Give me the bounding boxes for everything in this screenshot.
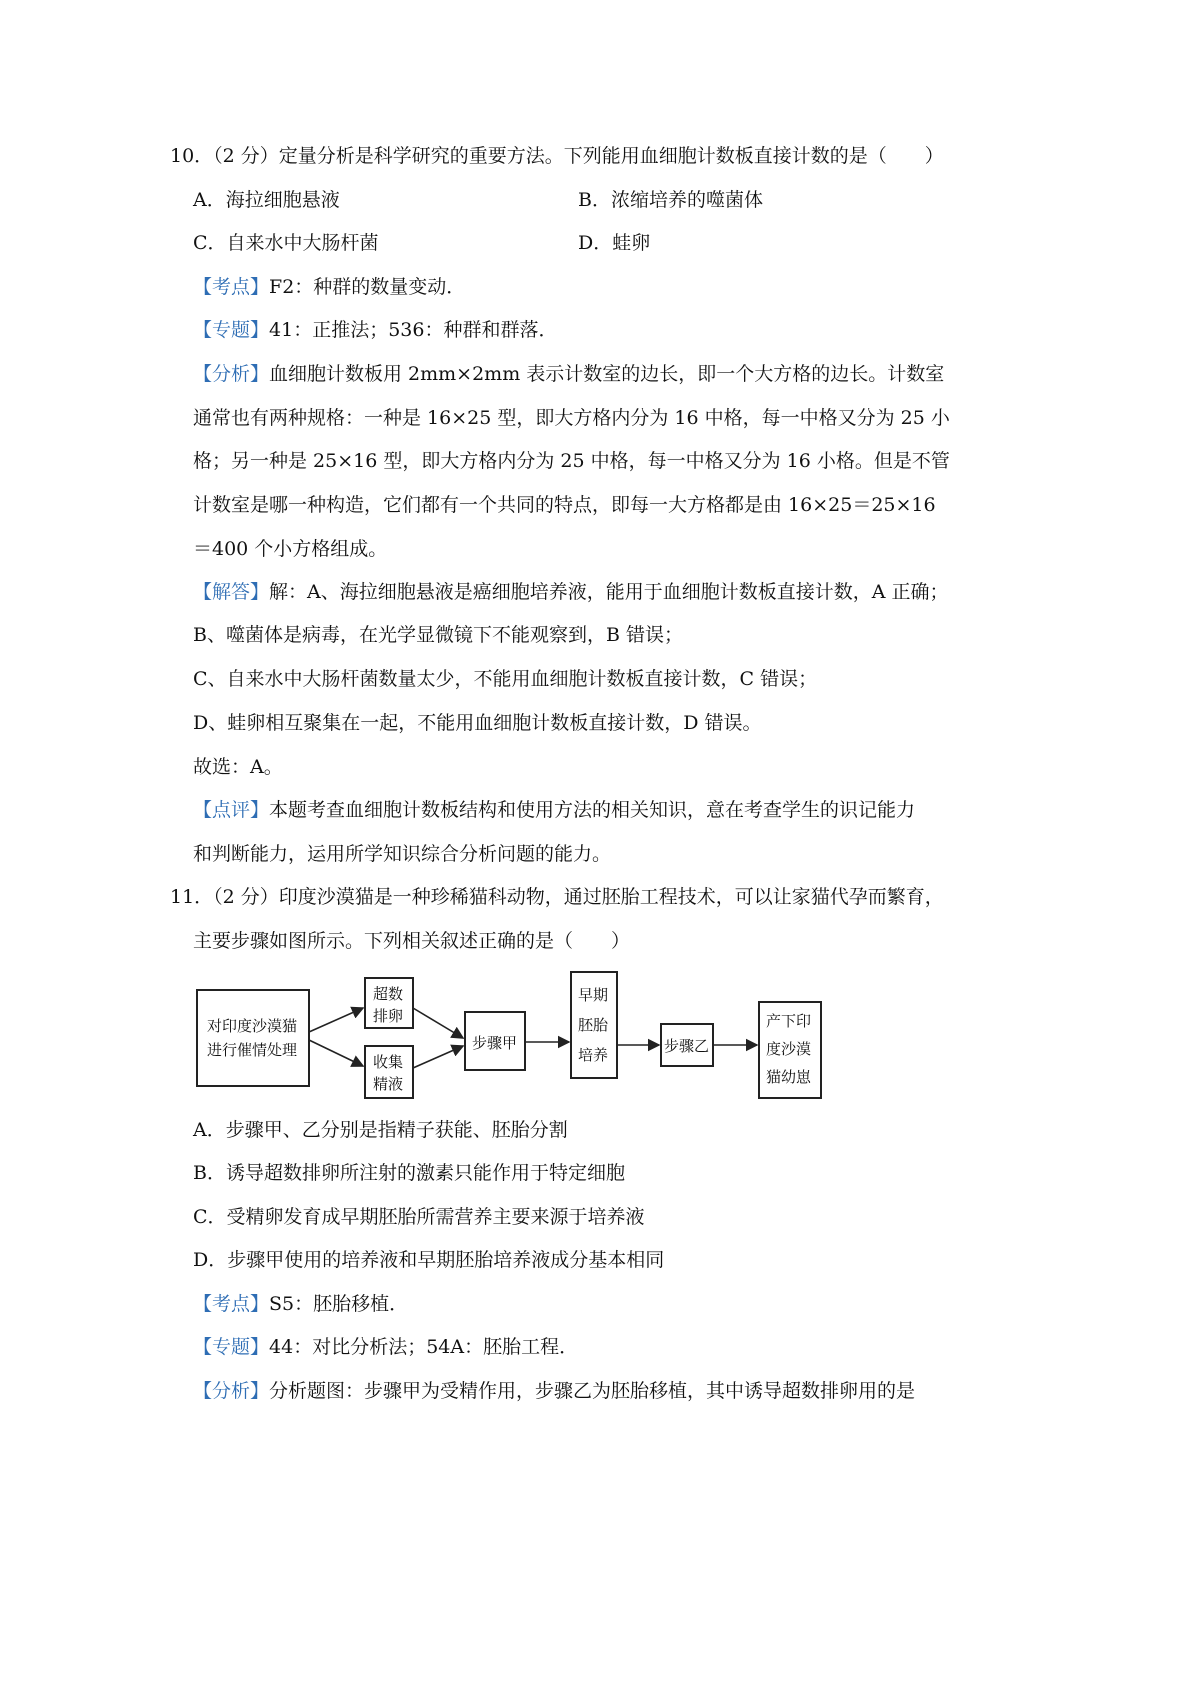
fenxi-line-1: 分析题图：步骤甲为受精作用，步骤乙为胚胎移植，其中诱导超数排卵用的是: [269, 1380, 916, 1402]
box4-text: 步骤甲: [472, 1034, 518, 1052]
q10-dianping: [193, 797, 915, 823]
jieda-tag: 【解答】: [193, 581, 270, 603]
box1-line-2: 进行催情处理: [207, 1041, 298, 1059]
fenxi-tag: 【分析】: [193, 1380, 270, 1402]
arrow-collect-to-jia: [413, 1046, 463, 1068]
q10-dianping-line-2: 和判断能力，运用所学知识综合分析问题的能力。: [193, 843, 612, 865]
q10-fenxi-line-2: 通常也有两种规格：一种是 16×25 型，即大方格内分为 16 中格，每一中格又分为 25 小: [193, 407, 950, 429]
q10-stem: 10．（2 分）定量分析是科学研究的重要方法。下列能用血细胞计数板直接计数的是（ ）: [170, 145, 944, 167]
fenxi-line-1: 血细胞计数板用 2mm×2mm 表示计数室的边长，即一个大方格的边长。计数室: [269, 363, 945, 385]
box5-line-2: 胚胎: [578, 1016, 609, 1034]
q10-jieda-line-2: B、噬菌体是病毒，在光学显微镜下不能观察到，B 错误；: [193, 624, 683, 646]
zhuanti-text: 44：对比分析法；54A：胚胎工程．: [269, 1336, 579, 1358]
box5-line-3: 培养: [578, 1046, 609, 1064]
kaodian-text: F2：种群的数量变动．: [269, 276, 466, 298]
q10-option-b: B．浓缩培养的噬菌体: [578, 189, 763, 211]
q10-option-d: D．蛙卵: [578, 232, 651, 254]
kaodian-tag: 【考点】: [193, 276, 270, 298]
kaodian-text: S5：胚胎移植．: [269, 1293, 409, 1315]
q10-jieda-line-3: C、自来水中大肠杆菌数量太少，不能用血细胞计数板直接计数，C 错误；: [193, 668, 818, 690]
q10-option-a: A．海拉细胞悬液: [193, 189, 340, 211]
box2-line-2: 排卵: [373, 1007, 404, 1025]
q10-zhuanti: [193, 317, 557, 343]
q11-stem-line-1: 11．（2 分）印度沙漠猫是一种珍稀猫科动物，通过胚胎工程技术，可以让家猫代孕而繁育，: [170, 886, 944, 908]
box3-line-1: 收集: [373, 1053, 404, 1071]
jieda-line-1: 解：A、海拉细胞悬液是癌细胞培养液，能用于血细胞计数板直接计数，A 正确；: [269, 581, 949, 603]
q11-option-d: D．步骤甲使用的培养液和早期胚胎培养液成分基本相同: [193, 1249, 665, 1271]
box6-text: 步骤乙: [664, 1037, 710, 1055]
q11-option-b: B．诱导超数排卵所注射的激素只能作用于特定细胞: [193, 1162, 625, 1184]
box7-line-3: 猫幼崽: [766, 1068, 812, 1086]
q10-fenxi: [193, 361, 944, 387]
q11-zhuanti: [193, 1334, 578, 1360]
q10-fenxi-line-4: 计数室是哪一种构造，它们都有一个共同的特点，即每一大方格都是由 16×25＝25×16: [193, 494, 936, 516]
box7-line-2: 度沙漠: [766, 1040, 812, 1058]
q10-option-c: C．自来水中大肠杆菌: [193, 232, 379, 254]
box1-line-1: 对印度沙漠猫: [207, 1017, 298, 1035]
zhuanti-text: 41：正推法；536：种群和群落．: [269, 319, 558, 341]
arrow-to-superovulation: [309, 1008, 363, 1032]
box5-line-1: 早期: [578, 986, 609, 1004]
box3-line-2: 精液: [373, 1075, 404, 1093]
fenxi-tag: 【分析】: [193, 363, 270, 385]
q10-fenxi-line-5: ＝400 个小方格组成。: [193, 538, 388, 560]
q11-kaodian: [193, 1291, 408, 1317]
box-induce-estrus: [197, 990, 309, 1086]
q10-answer: 故选：A。: [193, 756, 283, 778]
box2-line-1: 超数: [373, 985, 404, 1003]
arrow-superovulation-to-jia: [413, 1008, 463, 1038]
zhuanti-tag: 【专题】: [193, 319, 270, 341]
q11-option-a: A．步骤甲、乙分别是指精子获能、胚胎分割: [193, 1119, 568, 1141]
q11-option-c: C．受精卵发育成早期胚胎所需营养主要来源于培养液: [193, 1206, 645, 1228]
q11-stem-line-2: 主要步骤如图所示。下列相关叙述正确的是（ ）: [193, 930, 631, 952]
q11-fenxi: [193, 1378, 915, 1404]
zhuanti-tag: 【专题】: [193, 1336, 270, 1358]
arrow-to-collect: [309, 1040, 363, 1066]
dianping-tag: 【点评】: [193, 799, 270, 821]
kaodian-tag: 【考点】: [193, 1293, 270, 1315]
q10-jieda: [193, 579, 949, 605]
embryo-flow-diagram: [193, 968, 833, 1102]
q10-fenxi-line-3: 格；另一种是 25×16 型，即大方格内分为 25 中格，每一中格又分为 16 小格。但是不管: [193, 450, 950, 472]
box7-line-1: 产下印: [766, 1012, 812, 1030]
q10-kaodian: [193, 274, 465, 300]
q10-jieda-line-4: D、蛙卵相互聚集在一起，不能用血细胞计数板直接计数，D 错误。: [193, 712, 762, 734]
dianping-line-1: 本题考查血细胞计数板结构和使用方法的相关知识，意在考查学生的识记能力: [269, 799, 916, 821]
